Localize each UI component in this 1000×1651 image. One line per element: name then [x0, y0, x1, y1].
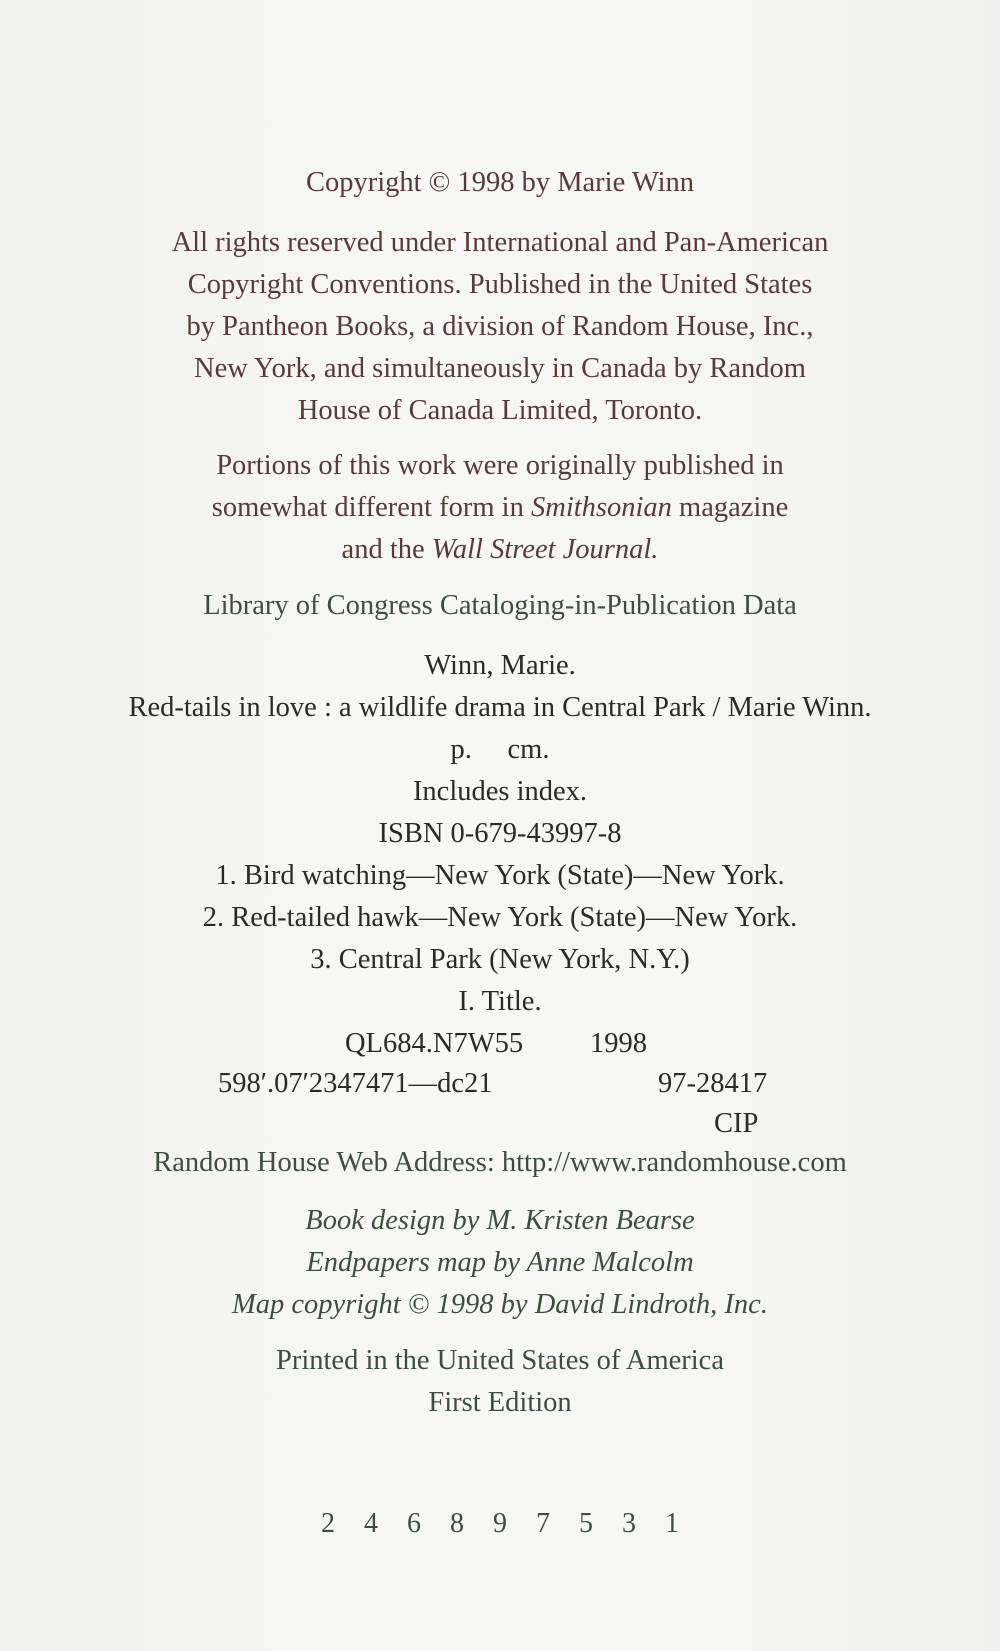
- lccn-heading: Library of Congress Cataloging-in-Publication Data: [203, 590, 797, 621]
- cip-dewey-row: [0, 1063, 1000, 1103]
- printer-number: 7: [536, 1508, 550, 1539]
- cip-pages: p. cm.: [450, 734, 550, 765]
- rights-line: New York, and simultaneously in Canada by Random: [194, 353, 806, 384]
- printer-number: 8: [450, 1508, 464, 1539]
- portions-line: [0, 529, 1000, 571]
- rights-line: All rights reserved under International and Pan-American: [171, 227, 829, 258]
- cip-title-entry: I. Title.: [458, 986, 542, 1017]
- portions-statement: [0, 445, 1000, 571]
- printing-info: [0, 1340, 1000, 1424]
- edition: First Edition: [428, 1387, 572, 1418]
- portions-line: [0, 487, 1000, 529]
- journal-name: Wall Street Journal.: [431, 534, 659, 565]
- portions-line: Portions of this work were originally published in: [216, 450, 784, 481]
- rights-line: by Pantheon Books, a division of Random House, Inc.,: [186, 311, 814, 342]
- printer-number: 9: [493, 1508, 507, 1539]
- rights-line: House of Canada Limited, Toronto.: [297, 395, 703, 426]
- rights-line: Copyright Conventions. Published in the United States: [187, 269, 813, 300]
- portions-text: somewhat different form in: [211, 492, 531, 523]
- cip-classification-row: [0, 1023, 1000, 1063]
- cip-title: Red-tails in love : a wildlife drama in Central Park / Marie Winn.: [128, 692, 872, 723]
- design-credits: [0, 1200, 1000, 1326]
- portions-text: magazine: [671, 492, 789, 523]
- cip-lc-class: QL684.N7W55: [345, 1028, 524, 1059]
- credit-line: Endpapers map by Anne Malcolm: [306, 1247, 694, 1278]
- magazine-name: Smithsonian: [530, 492, 672, 523]
- cip-subject: 1. Bird watching—New York (State)—New York.: [215, 860, 785, 891]
- cip-isbn: ISBN 0-679-43997-8: [378, 818, 622, 849]
- cip-dewey: 598′.07′2347471—dc21: [218, 1068, 493, 1099]
- printer-number: 3: [622, 1508, 636, 1539]
- printer-number: 4: [364, 1508, 378, 1539]
- cip-index: Includes index.: [412, 776, 588, 807]
- copyright-notice: Copyright © 1998 by Marie Winn: [305, 167, 695, 198]
- cip-data: [0, 645, 1000, 1143]
- credit-line: Book design by M. Kristen Bearse: [305, 1205, 695, 1236]
- cip-label-row: [0, 1103, 1000, 1143]
- credit-line: Map copyright © 1998 by David Lindroth, Inc.: [232, 1289, 768, 1320]
- portions-text: and the: [341, 534, 432, 565]
- cip-author: Winn, Marie.: [424, 650, 576, 681]
- printer-number: 6: [407, 1508, 421, 1539]
- printed-in: Printed in the United States of America: [276, 1345, 724, 1376]
- cip-lc-year: 1998: [590, 1028, 647, 1059]
- printer-number: 1: [665, 1508, 679, 1539]
- printer-number: 5: [579, 1508, 593, 1539]
- cip-subject: 2. Red-tailed hawk—New York (State)—New York.: [202, 902, 798, 933]
- printer-number: 2: [321, 1508, 335, 1539]
- printer-number-line: [0, 1508, 1000, 1540]
- cip-subject: 3. Central Park (New York, N.Y.): [310, 944, 690, 975]
- cip-label: CIP: [714, 1108, 759, 1139]
- cip-lccn: 97-28417: [658, 1068, 768, 1099]
- web-address: Random House Web Address: http://www.randomhouse.com: [153, 1147, 847, 1178]
- rights-statement: [0, 222, 1000, 432]
